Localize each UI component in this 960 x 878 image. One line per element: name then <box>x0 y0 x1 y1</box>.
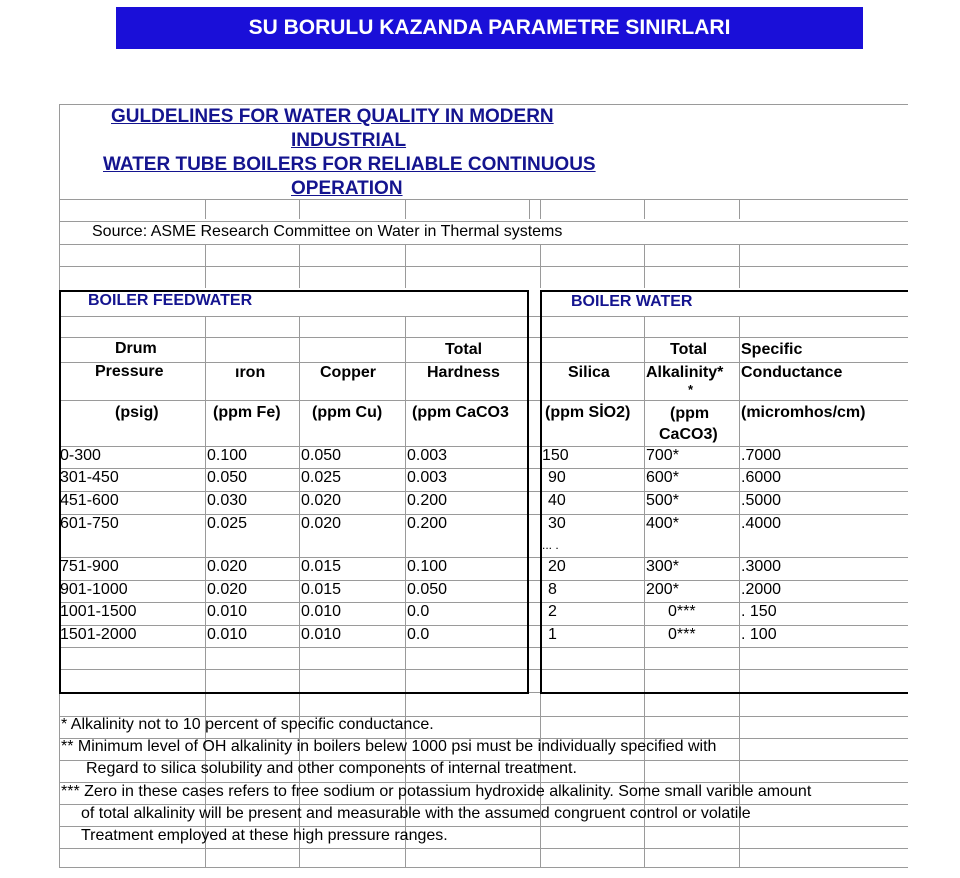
col-header-l2: ıron <box>235 364 266 381</box>
page-banner: SU BORULU KAZANDA PARAMETRE SINIRLARI <box>116 7 863 49</box>
col-header-l3: (ppm SİO2) <box>545 404 631 421</box>
table-cell: 0.050 <box>301 447 342 464</box>
title-line-4: OPERATION <box>291 178 403 199</box>
col-header-l2: Silica <box>568 364 610 381</box>
table-cell: 0-300 <box>60 447 101 464</box>
table-border <box>540 290 542 694</box>
table-cell: 0.200 <box>407 515 448 532</box>
col-header-l3: (ppm CaCO3 <box>412 404 509 421</box>
table-cell: 0*** <box>668 626 696 643</box>
table-cell: 1 <box>548 626 557 643</box>
title-line-2: INDUSTRIAL <box>291 130 407 151</box>
table-cell: 200* <box>646 581 679 598</box>
grid-line <box>299 244 300 288</box>
title-line-3: WATER TUBE BOILERS FOR RELIABLE CONTINUOUS <box>103 154 596 175</box>
grid-line <box>299 316 300 716</box>
table-border <box>59 692 529 694</box>
table-cell: 301-450 <box>60 469 119 486</box>
grid-line <box>644 244 645 288</box>
grid-line <box>405 244 406 288</box>
grid-line <box>59 867 908 868</box>
table-cell: 400* <box>646 515 679 532</box>
spreadsheet <box>59 104 908 868</box>
table-cell: 0.020 <box>301 515 342 532</box>
grid-line <box>59 244 908 245</box>
footnote-1: * Alkalinity not to 10 percent of specific conductance. <box>61 716 434 733</box>
grid-line <box>540 199 541 219</box>
table-cell: 600* <box>646 469 679 486</box>
grid-line <box>59 337 908 338</box>
table-cell: 751-900 <box>60 558 119 575</box>
section-boiler-water: BOILER WATER <box>571 293 693 310</box>
grid-line <box>59 602 908 603</box>
grid-line <box>59 400 908 401</box>
table-cell: 0.025 <box>207 515 248 532</box>
table-cell: 0.200 <box>407 492 448 509</box>
table-cell: 0.020 <box>207 558 248 575</box>
table-cell: .4000 <box>741 515 782 532</box>
table-cell: 601-750 <box>60 515 119 532</box>
grid-line <box>405 316 406 716</box>
col-header-l1: Total <box>445 341 483 358</box>
table-cell: .6000 <box>741 469 782 486</box>
table-cell: 0.050 <box>207 469 248 486</box>
col-header-l3: (ppm <box>670 405 710 422</box>
grid-line <box>739 316 740 716</box>
ellipsis-mark: ... . <box>542 538 559 552</box>
table-border <box>540 290 908 292</box>
section-feedwater: BOILER FEEDWATER <box>88 292 253 309</box>
table-cell: 0.015 <box>301 581 342 598</box>
table-cell: 0.0 <box>407 603 430 620</box>
col-header-l2: Alkalinity* <box>646 364 724 381</box>
col-header-l1: Drum <box>115 340 157 357</box>
source-note: Source: ASME Research Committee on Water in Thermal systems <box>92 223 563 240</box>
grid-line <box>540 244 541 288</box>
table-cell: 0.050 <box>407 581 448 598</box>
grid-line <box>59 104 908 105</box>
table-cell: . 100 <box>741 626 777 643</box>
grid-line <box>59 625 908 626</box>
col-header-l3b: CaCO3) <box>659 426 718 443</box>
table-cell: 0.003 <box>407 469 448 486</box>
col-header-l2b: * <box>688 382 694 397</box>
table-cell: 0.010 <box>207 626 248 643</box>
footnote-2-cont: Regard to silica solubility and other components of internal treatment. <box>86 760 577 777</box>
table-cell: 20 <box>548 558 566 575</box>
col-header-l3: (ppm Fe) <box>213 404 281 421</box>
table-cell: 500* <box>646 492 679 509</box>
footnote-2: ** Minimum level of OH alkalinity in boilers belew 1000 psi must be individually specified with <box>61 738 717 755</box>
table-cell: . 150 <box>741 603 777 620</box>
grid-line <box>59 362 908 363</box>
col-header-l3: (micromhos/cm) <box>741 404 866 421</box>
table-cell: 0.010 <box>207 603 248 620</box>
table-cell: 0.025 <box>301 469 342 486</box>
table-cell: .3000 <box>741 558 782 575</box>
grid-line <box>644 316 645 716</box>
grid-line <box>644 199 645 219</box>
table-cell: 8 <box>548 581 557 598</box>
table-cell: 30 <box>548 515 566 532</box>
table-cell: 90 <box>548 469 566 486</box>
grid-line <box>405 199 406 219</box>
grid-line <box>205 244 206 288</box>
grid-line <box>59 316 908 317</box>
table-cell: 0.100 <box>207 447 248 464</box>
col-header-l2: Conductance <box>741 364 843 381</box>
table-cell: .7000 <box>741 447 782 464</box>
col-header-l2: Hardness <box>427 364 500 381</box>
col-header-l1: Specific <box>741 341 803 358</box>
footnote-3-cont: of total alkalinity will be present and measurable with the assumed congruent control or volatile <box>81 805 751 822</box>
table-cell: 300* <box>646 558 679 575</box>
table-cell: 1501-2000 <box>60 626 137 643</box>
table-border <box>540 692 908 694</box>
table-cell: 150 <box>542 447 569 464</box>
col-header-l2: Copper <box>320 364 376 381</box>
table-cell: 700* <box>646 447 679 464</box>
table-cell: 0.010 <box>301 603 342 620</box>
table-cell: 0.020 <box>301 492 342 509</box>
grid-line <box>59 848 908 849</box>
table-cell: 0.010 <box>301 626 342 643</box>
table-cell: 0.0 <box>407 626 430 643</box>
table-cell: 0.015 <box>301 558 342 575</box>
footnote-3-cont2: Treatment employed at these high pressure ranges. <box>81 827 448 844</box>
col-header-l3: (psig) <box>115 404 159 421</box>
table-cell: 40 <box>548 492 566 509</box>
table-cell: 0.020 <box>207 581 248 598</box>
table-cell: 2 <box>548 603 557 620</box>
grid-line <box>529 199 530 219</box>
grid-line <box>205 316 206 716</box>
grid-line <box>59 647 908 648</box>
grid-line <box>59 199 908 200</box>
table-cell: .5000 <box>741 492 782 509</box>
col-header-l2: Pressure <box>95 363 164 380</box>
table-cell: 0.100 <box>407 558 448 575</box>
col-header-l1: Total <box>670 341 708 358</box>
grid-line <box>59 266 908 267</box>
col-header-l3: (ppm Cu) <box>312 404 383 421</box>
grid-line <box>739 199 740 219</box>
footnote-3: *** Zero in these cases refers to free sodium or potassium hydroxide alkalinity. Some small varible amount <box>61 783 812 800</box>
title-line-1: GULDELINES FOR WATER QUALITY IN MODERN <box>111 106 554 127</box>
grid-line <box>299 199 300 219</box>
table-cell: 0.030 <box>207 492 248 509</box>
grid-line <box>739 244 740 288</box>
table-cell: 0.003 <box>407 447 448 464</box>
table-cell: 0*** <box>668 603 696 620</box>
grid-line <box>59 221 908 222</box>
table-border <box>527 290 529 694</box>
table-cell: 451-600 <box>60 492 119 509</box>
grid-line <box>59 669 908 670</box>
table-cell: .2000 <box>741 581 782 598</box>
grid-line <box>205 199 206 219</box>
table-cell: 1001-1500 <box>60 603 137 620</box>
table-cell: 901-1000 <box>60 581 128 598</box>
